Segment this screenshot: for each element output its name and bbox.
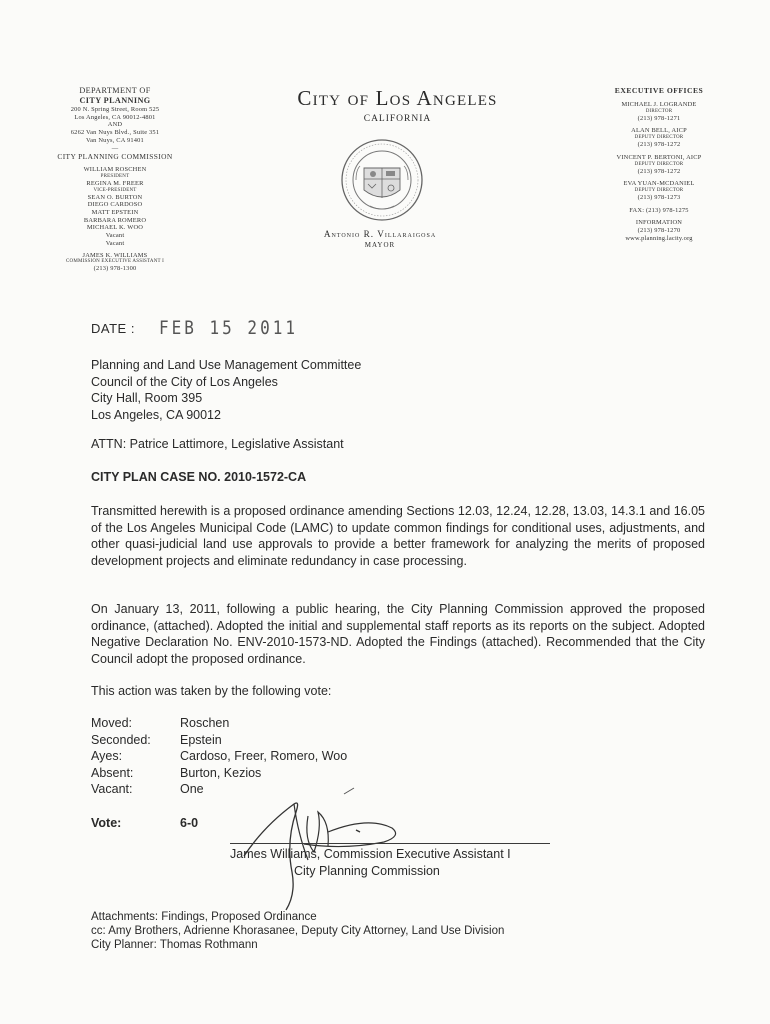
city-seal-icon: [340, 138, 424, 222]
footer-notes: [91, 910, 504, 952]
member-name: REGINA M. FREER: [86, 179, 144, 187]
member-name: MICHAEL K. WOO: [86, 224, 144, 232]
paragraph-transmittal: Transmitted herewith is a proposed ordinance amending Sections 12.03, 12.24, 12.28, 13.03, 14.3.1 and 16.05 of the Los Angeles Municipal Code (LAMC) to update common findings for conditional uses, adjustments, and other quasi-judicial land use approvals to provide a better framework for analyzing the merits of proposed development projects and eliminate redundancy in case processing.: [91, 504, 705, 568]
executive-title: DIRECTOR: [645, 108, 673, 114]
member-name: Vacant: [105, 239, 125, 247]
letterhead-center: [220, 86, 575, 124]
member-name: WILLIAM ROSCHEN: [83, 166, 147, 174]
exec-assistant-title: COMMISSION EXECUTIVE ASSISTANT I: [66, 259, 164, 265]
executive-name: MICHAEL J. LOGRANDE: [621, 101, 697, 108]
case-number: CITY PLAN CASE NO. 2010-1572-CA: [91, 470, 307, 484]
vote-row: [91, 715, 347, 732]
executive-title: DEPUTY DIRECTOR: [634, 161, 684, 167]
vote-row: [91, 732, 347, 749]
member-name: BARBARA ROMERO: [83, 216, 147, 224]
executive-name: ALAN BELL, AICP: [631, 127, 687, 135]
attachments-line: Attachments: Findings, Proposed Ordinance: [91, 911, 317, 923]
signer-department: City Planning Commission: [294, 863, 440, 878]
signature-line: [230, 843, 550, 844]
vote-row-label: Vacant:: [91, 782, 133, 796]
exec-assistant-phone: (213) 978-1300: [93, 265, 137, 273]
address-and: AND: [107, 121, 123, 129]
vote-row: [91, 748, 347, 765]
executive-phone: (213) 978-1272: [637, 167, 681, 175]
vote-total-label: Vote:: [91, 815, 122, 830]
vote-row-value: Roschen: [180, 716, 230, 730]
cc-line: cc: Amy Brothers, Adrienne Khorasanee, Deputy City Attorney, Land Use Division: [91, 925, 505, 937]
paragraph-vote-intro: This action was taken by the following vote:: [91, 684, 332, 698]
letterhead-left-column: [20, 86, 210, 273]
department-label: DEPARTMENT OF: [79, 86, 151, 95]
recipient-line: Los Angeles, CA 90012: [91, 407, 221, 422]
vote-row-value: Epstein: [180, 732, 222, 747]
fax-number: FAX: (213) 978-1275: [629, 206, 689, 214]
recipient-address: [91, 357, 705, 423]
address-line: 200 N. Spring Street, Room 525: [70, 106, 160, 113]
member-name: Vacant: [105, 232, 125, 240]
date-stamp: FEB 15 2011: [159, 316, 298, 339]
vote-row-label: Seconded:: [91, 732, 151, 747]
exec-assistant-name: JAMES K. WILLIAMS: [82, 251, 148, 259]
vote-row-value: Burton, Kezios: [180, 765, 262, 780]
executive-phone: (213) 978-1272: [637, 141, 681, 149]
executive-name: EVA YUAN-MCDANIEL: [623, 180, 695, 188]
vote-total-value: 6-0: [180, 815, 199, 830]
member-name: DIEGO CARDOSO: [87, 201, 143, 209]
commission-title: CITY PLANNING COMMISSION: [57, 152, 173, 162]
paragraph-action: On January 13, 2011, following a public hearing, the City Planning Commission approved the proposed ordinance, (attached). Adopted the initial and supplemental staff reports as its reports on the subject. Adopted Negative Declaration No. ENV-2010-1573-ND. Adopted the Findings (attached). Recommended that the City Council adopt the proposed ordinance.: [91, 602, 705, 666]
mayor-block: [280, 229, 480, 251]
executive-name: VINCENT P. BERTONI, AICP: [616, 153, 702, 161]
vote-row-value: Cardoso, Freer, Romero, Woo: [180, 749, 348, 763]
address-line: 6262 Van Nuys Blvd., Suite 351: [70, 129, 160, 137]
member-title: VICE-PRESIDENT: [93, 187, 137, 193]
letterhead-right-column: [584, 86, 734, 242]
vote-row-label: Moved:: [91, 716, 132, 730]
address-line: Los Angeles, CA 90012-4801: [74, 113, 156, 121]
information-phone: (213) 978-1270: [637, 227, 681, 235]
member-name: MATT EPSTEIN: [91, 209, 139, 217]
signature-block: [230, 846, 511, 879]
member-title: PRESIDENT: [100, 173, 130, 179]
executive-title: DEPUTY DIRECTOR: [634, 135, 684, 141]
state-name: CALIFORNIA: [363, 114, 432, 124]
mayor-name: Antonio R. Villaraigosa: [323, 229, 437, 239]
executive-phone: (213) 978-1273: [637, 193, 681, 201]
city-planner-line: City Planner: Thomas Rothmann: [91, 939, 258, 951]
vote-row-label: Absent:: [91, 765, 134, 780]
executive-phone: (213) 978-1271: [637, 114, 681, 122]
executive-title: DEPUTY DIRECTOR: [634, 187, 684, 193]
vote-row: [91, 765, 347, 782]
signer-name: James Williams, Commission Executive Assistant I: [230, 847, 511, 861]
attention-line: ATTN: Patrice Lattimore, Legislative Assistant: [91, 437, 344, 451]
date-label: DATE :: [91, 321, 135, 336]
recipient-line: City Hall, Room 395: [91, 391, 203, 405]
website-link[interactable]: www.planning.lacity.org: [625, 234, 693, 242]
department-name: CITY PLANNING: [79, 96, 151, 105]
member-name: SEAN O. BURTON: [87, 193, 143, 201]
recipient-line: Council of the City of Los Angeles: [91, 374, 278, 389]
mayor-title: MAYOR: [364, 241, 396, 249]
vote-row-label: Ayes:: [91, 749, 123, 763]
address-line: Van Nuys, CA 91401: [86, 136, 144, 144]
separator-dash: —: [111, 144, 119, 152]
city-title: City of Los Angeles: [297, 86, 498, 110]
information-title: INFORMATION: [635, 219, 683, 227]
exec-offices-title: EXECUTIVE OFFICES: [614, 86, 704, 95]
recipient-line: Planning and Land Use Management Committee: [91, 358, 362, 372]
vote-row-value: One: [180, 782, 204, 796]
